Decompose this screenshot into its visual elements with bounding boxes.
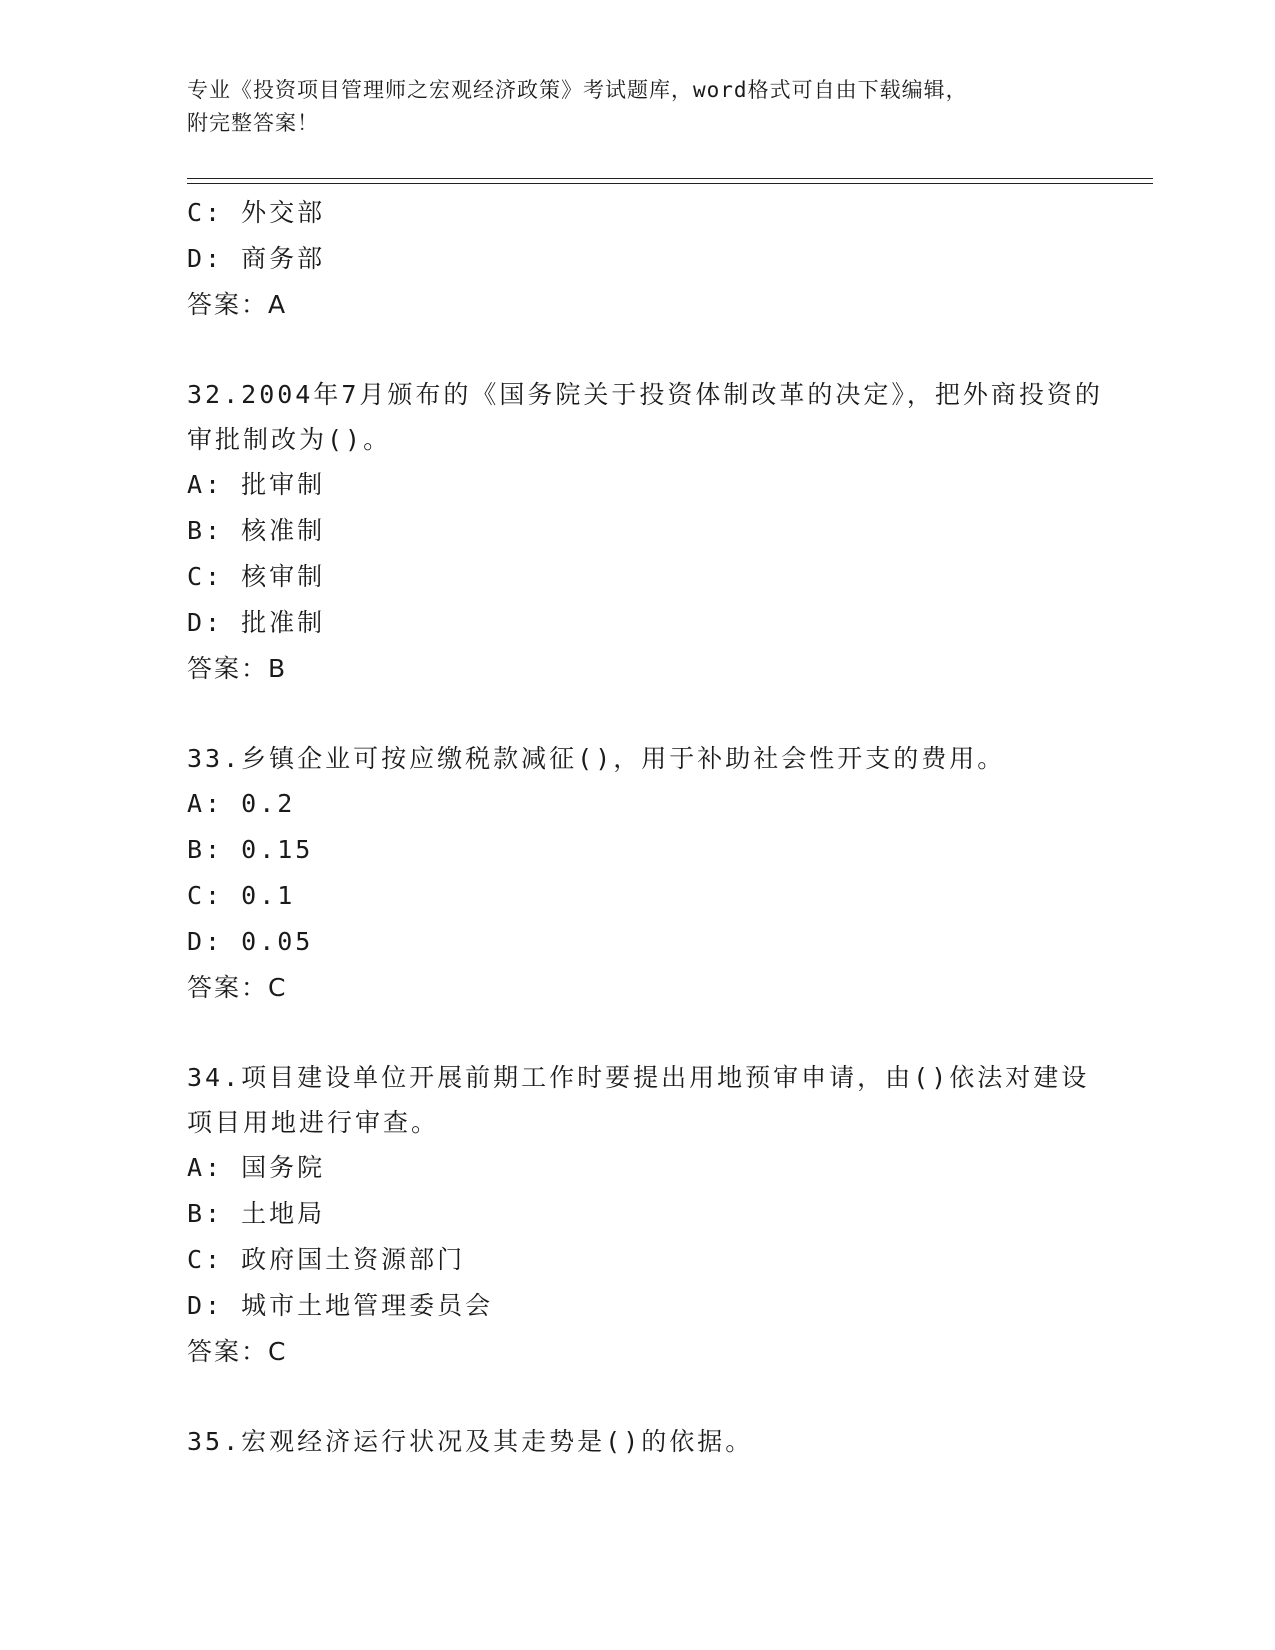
header-rule-top bbox=[187, 178, 1153, 179]
question-34-text: 34.项目建设单位开展前期工作时要提出用地预审申请，由()依法对建设项目用地进行审查。 bbox=[187, 1063, 1090, 1137]
answer-line: 答案：A bbox=[187, 290, 288, 319]
spacer bbox=[187, 1011, 1117, 1055]
option-d: D: 城市土地管理委员会 bbox=[187, 1291, 494, 1320]
option-b: B: 0.15 bbox=[187, 835, 314, 864]
document-header bbox=[187, 74, 1087, 140]
question-32-text: 32.2004年7月颁布的《国务院关于投资体制改革的决定》，把外商投资的审批制改为()。 bbox=[187, 380, 1103, 454]
answer-line: 答案：B bbox=[187, 654, 288, 683]
option-a: A: 国务院 bbox=[187, 1153, 326, 1182]
option-c: C: 外交部 bbox=[187, 198, 326, 227]
answer-line: 答案：C bbox=[187, 1337, 288, 1366]
spacer bbox=[187, 328, 1117, 372]
option-d: D: 0.05 bbox=[187, 927, 314, 956]
option-a: A: 批审制 bbox=[187, 470, 326, 499]
option-d: D: 商务部 bbox=[187, 244, 326, 273]
header-rule-bottom bbox=[187, 183, 1153, 184]
question-33-text: 33.乡镇企业可按应缴税款减征()，用于补助社会性开支的费用。 bbox=[187, 744, 1006, 773]
option-c: C: 0.1 bbox=[187, 881, 296, 910]
option-d: D: 批准制 bbox=[187, 608, 326, 637]
option-b: B: 土地局 bbox=[187, 1199, 326, 1228]
spacer bbox=[187, 1375, 1117, 1419]
spacer bbox=[187, 692, 1117, 736]
question-35-text: 35.宏观经济运行状况及其走势是()的依据。 bbox=[187, 1427, 754, 1456]
question-list bbox=[187, 190, 1117, 1464]
header-line-1: 专业《投资项目管理师之宏观经济政策》考试题库，word格式可自由下载编辑， bbox=[187, 78, 968, 102]
option-a: A: 0.2 bbox=[187, 789, 296, 818]
answer-line: 答案：C bbox=[187, 973, 288, 1002]
option-c: C: 政府国土资源部门 bbox=[187, 1245, 466, 1274]
option-b: B: 核准制 bbox=[187, 516, 326, 545]
option-c: C: 核审制 bbox=[187, 562, 326, 591]
header-line-2: 附完整答案！ bbox=[187, 111, 319, 135]
